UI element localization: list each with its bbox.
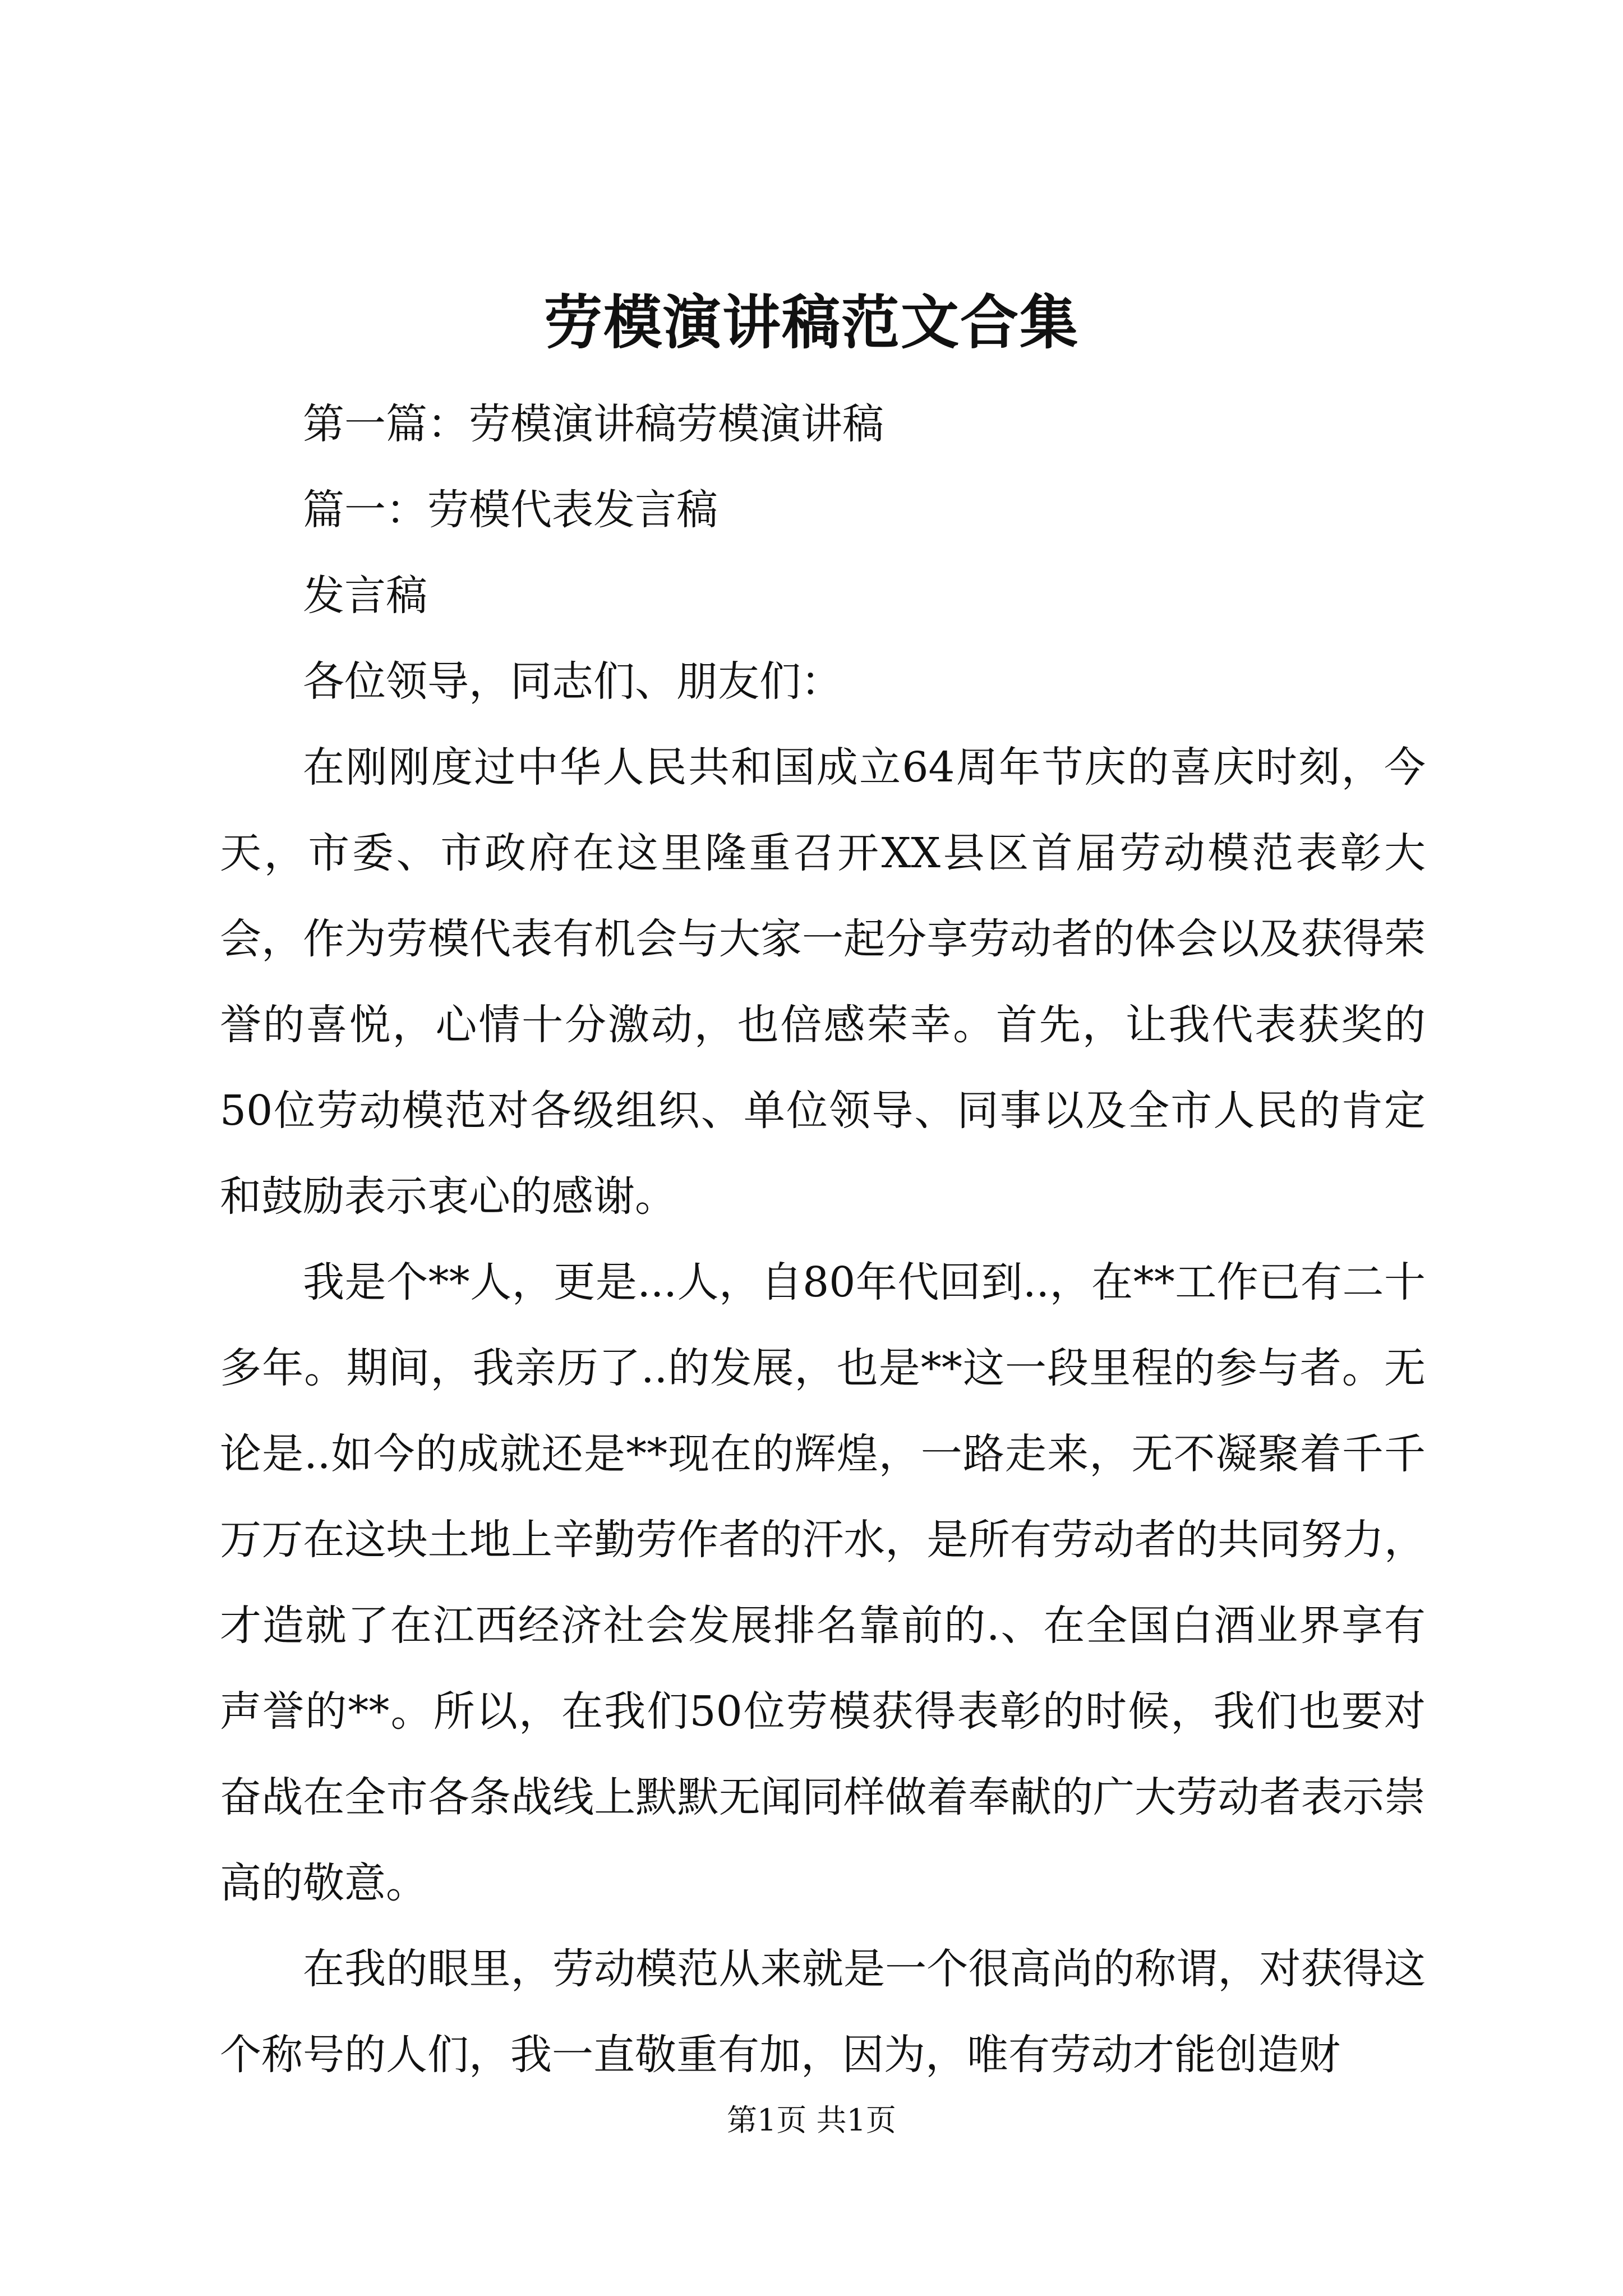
page-footer: 第1页 共1页 (727, 2102, 896, 2138)
paragraph-body-1: 在刚刚度过中华人民共和国成立64周年节庆的喜庆时刻，今天，市委、市政府在这里隆重召开XX县区首届劳动模范表彰大会，作为劳模代表有机会与大家一起分享劳动者的体会以及获得荣誉的喜悦，心情十分激动，也倍感荣幸。首先，让我代表获奖的50位劳动模范对各级组织、单位领导、同事以及全市人民的肯定和鼓励表示衷心的感谢。 (220, 743, 1426, 1221)
paragraph-salutation: 各位领导，同志们、朋友们： (303, 657, 842, 706)
document-body (220, 381, 1426, 2098)
paragraph-body-2: 我是个**人，更是...人，自80年代回到..，在**工作已有二十多年。期间，我亲历了..的发展，也是**这一段里程的参与者。无论是..如今的成就还是**现在的辉煌，一路走来，无不凝聚着千千万万在这块土地上辛勤劳作者的汗水，是所有劳动者的共同努力，才造就了在江西经济社会发展排名靠前的.、在全国白酒业界享有声誉的**。所以，在我们50位劳模获得表彰的时候，我们也要对奋战在全市各条战线上默默无闻同样做着奉献的广大劳动者表示崇高的敬意。 (220, 1258, 1426, 1907)
paragraph-heading-1: 第一篇：劳模演讲稿劳模演讲稿 (303, 400, 884, 448)
paragraph-heading-3: 发言稿 (303, 572, 427, 620)
paragraph-body-3: 在我的眼里，劳动模范从来就是一个很高尚的称谓，对获得这个称号的人们，我一直敬重有加，因为，唯有劳动才能创造财 (220, 1945, 1426, 2079)
paragraph-heading-2: 篇一：劳模代表发言稿 (303, 486, 718, 534)
document-title: 劳模演讲稿范文合集 (543, 288, 1079, 357)
